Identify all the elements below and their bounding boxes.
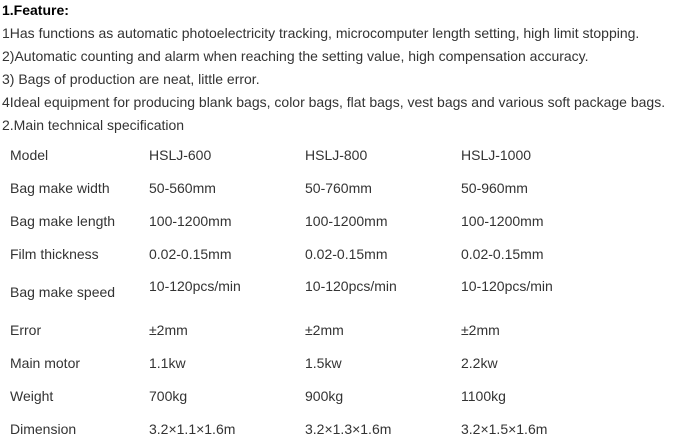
table-row	[0, 204, 684, 237]
spec-value: 10-120pcs/min	[305, 278, 397, 294]
spec-value: 50-960mm	[461, 180, 528, 196]
table-row	[0, 312, 684, 345]
table-row	[0, 171, 684, 204]
spec-value: 10-120pcs/min	[149, 278, 241, 294]
table-row	[0, 270, 684, 312]
spec-value: ±2mm	[149, 322, 188, 338]
table-row	[0, 411, 684, 441]
spec-value: 100-1200mm	[149, 213, 232, 229]
spec-value: 0.02-0.15mm	[461, 246, 544, 262]
spec-heading: 2.Main technical specification	[2, 117, 185, 133]
table-row	[0, 378, 684, 411]
spec-label: Model	[10, 147, 49, 163]
spec-label: Film thickness	[10, 246, 99, 262]
spec-value: HSLJ-1000	[461, 147, 532, 163]
spec-value: 50-760mm	[305, 180, 372, 196]
spec-value: 900kg	[305, 388, 344, 404]
spec-value: HSLJ-800	[305, 147, 368, 163]
spec-label: Error	[10, 322, 42, 338]
spec-value: 700kg	[149, 388, 188, 404]
spec-value: 50-560mm	[149, 180, 216, 196]
spec-value: 3.2×1.5×1.6m	[461, 421, 548, 437]
spec-value: 0.02-0.15mm	[149, 246, 232, 262]
spec-label: Bag make speed	[10, 284, 116, 300]
feature-heading: 1.Feature:	[2, 2, 69, 18]
spec-table	[0, 138, 684, 441]
spec-value: 3.2×1.1×1.6m	[149, 421, 236, 437]
spec-value: 1100kg	[461, 388, 506, 404]
spec-value: ±2mm	[461, 322, 500, 338]
spec-value: 1.5kw	[305, 355, 342, 371]
spec-label: Bag make length	[10, 213, 116, 229]
spec-value: 0.02-0.15mm	[305, 246, 388, 262]
spec-label: Bag make width	[10, 180, 110, 196]
spec-value: 2.2kw	[461, 355, 498, 371]
feature-line-3: 3) Bags of production are neat, little error.	[2, 71, 260, 87]
feature-line-1: 1Has functions as automatic photoelectricity tracking, microcomputer length setting, high limit stopping.	[2, 25, 640, 41]
spec-value: 3.2×1.3×1.6m	[305, 421, 392, 437]
table-row	[0, 237, 684, 270]
spec-value: ±2mm	[305, 322, 344, 338]
spec-value: 100-1200mm	[305, 213, 388, 229]
spec-label: Dimension	[10, 421, 77, 437]
spec-value: HSLJ-600	[149, 147, 212, 163]
spec-value: 100-1200mm	[461, 213, 544, 229]
table-row	[0, 138, 684, 171]
spec-value: 10-120pcs/min	[461, 278, 553, 294]
spec-value: 1.1kw	[149, 355, 186, 371]
table-row	[0, 345, 684, 378]
feature-line-2: 2)Automatic counting and alarm when reaching the setting value, high compensation accuracy.	[2, 48, 589, 64]
spec-label: Main motor	[10, 355, 81, 371]
feature-line-4: 4Ideal equipment for producing blank bags, color bags, flat bags, vest bags and various soft package bags.	[2, 94, 666, 110]
spec-label: Weight	[10, 388, 54, 404]
